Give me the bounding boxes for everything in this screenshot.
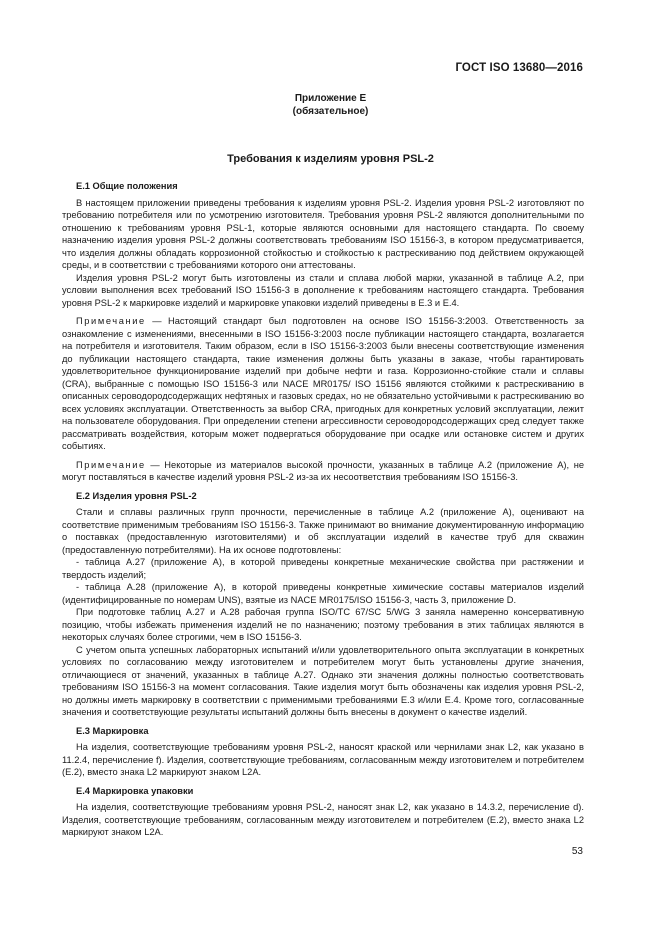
page-number: 53 (571, 846, 583, 857)
section-e1-note-1 (62, 315, 584, 453)
section-e2-paragraph-1: Стали и сплавы различных групп прочности, перечисленные в таблице А.2 (приложение А), оценивают на соответствие применимым требованиям ISO 15156-3. Также принимают во внимание документированную информацию о поставках (предоставленную изготовителями) и об эксплуатации изделий в качестве труб для скважин (предоставленную потребителями). На их основе подготовлены: (62, 507, 584, 555)
section-e1-heading: Е.1 Общие положения (76, 181, 178, 191)
document-body (62, 180, 584, 839)
annex-heading (0, 92, 661, 118)
section-e3-paragraph-1: На изделия, соответствующие требованиям уровня PSL-2, наносят краской или чернилами знак L2, как указано в 11.2.4, перечисление f). Изделия, соответствующие требованиям, согласованным между изготовителем и потребителем (Е.2), вместо знака L2 маркируют знаком L2A. (62, 742, 584, 777)
annex-title: Приложение Е (294, 93, 367, 104)
standard-code: ГОСТ ISO 13680—2016 (455, 62, 583, 74)
section-e2-paragraph-3: С учетом опыта успешных лабораторных испытаний и/или удовлетворительного опыта эксплуатации в конкретных условиях по согласованию между изготовителем и потребителем могут быть установлены другие значения, отличающиеся от значений, указанных в таблице А.27. Однако эти значения должны полностью соответствовать требованиям ISO 15156-3 на момент согласования. Такие изделия могут быть обозначены как изделия уровня PSL-2, но должны иметь маркировку в соответствии с применимыми требованиями Е.3 и/или Е.4. Кроме того, согласованные значения и соответствующие результаты испытаний должны быть внесены в документ о качестве изделий. (62, 644, 584, 717)
section-e1-paragraph-2: Изделия уровня PSL-2 могут быть изготовлены из стали и сплава любой марки, указанной в таблице А.2, при условии выполнения всех требований ISO 15156-3 в дополнение к требованиям настоящего стандарта. Требования уровня PSL-2 к маркировке изделий и маркировке упаковки изделий приведены в Е.3 и Е.4. (62, 272, 584, 308)
section-e2-list-item-2: - таблица А.28 (приложение А), в которой приведены конкретные химические составы материалов изделий (идентифицированные по номерам UNS), взятые из NACE MR0175/ISO 15156-3, часть 3, приложение D. (62, 582, 584, 605)
note-label: Примечание (76, 316, 146, 326)
annex-status: (обязательное) (292, 106, 369, 117)
section-e2-heading: Е.2 Изделия уровня PSL-2 (76, 490, 197, 501)
section-e1-paragraph-1: В настоящем приложении приведены требования к изделиям уровня PSL-2. Изделия уровня PSL-2 изготовляют по требованию потребителя или по усмотрению изготовителя. Требования уровня PSL-2 являются дополнительными по отношению к требованиям уровня PSL-1, которые являются основными для настоящего стандарта. По своему назначению изделия уровня PSL-2 должны соответствовать требованиям ISO 15156-3, в котором предусматривается, что изделия должны обладать коррозионной стойкостью и стойкостью к растрескиванию под действием окружающей среды, и в соответствии с требованиями которого они аттестованы. (62, 197, 584, 270)
section-e4-heading: Е.4 Маркировка упаковки (76, 785, 194, 796)
document-title: Требования к изделиям уровня PSL-2 (227, 153, 434, 165)
note-text: — Некоторые из материалов высокой прочности, указанных в таблице А.2 (приложение А), не могут поставляться в качестве изделий уровня PSL-2 из-за их несоответствия требованиям ISO 15156-3. (62, 459, 584, 482)
section-e4-paragraph-1: На изделия, соответствующие требованиям уровня PSL-2, наносят знак L2, как указано в 14.3.2, перечисление d). Изделия, соответствующие требованиям, согласованным между изготовителем и потребителем (Е.2), вместо знака L2 маркируют знаком L2А. (62, 802, 584, 837)
section-e2-paragraph-2: При подготовке таблиц А.27 и А.28 рабочая группа ISO/TC 67/SC 5/WG 3 заняла намеренно консервативную позицию, чтобы избежать применения изделий не по назначению; поэтому требования в этих таблицах являются в некоторых случаях более строгими, чем в ISO 15156-3. (62, 607, 584, 642)
note-text: — Настоящий стандарт был подготовлен на основе ISO 15156-3:2003. Ответственность за ознакомление с изменениями, внесенными в ISO 15156-3:2003 после публикации настоящего стандарта, возлагается на потребителя и изготовителя. Таким образом, если в ISO 15156-3:2003 были внесены соответствующие изменения до публикации настоящего стандарта, такие изменения должны быть указаны в заказе, чтобы гарантировать удовлетворительное функционирование изделий при добыче нефти и газа. Коррозионно-стойкие стали и сплавы (CRA), выбранные с помощью ISO 15156-3 или NACE MR0175/ ISO 15156 являются стойкими к растрескиванию в описанных сероводородсодержащих нефтяных и газовых средах, но не обязательно устойчивыми к растрескиванию во всех условиях эксплуатации. Ответственность за выбор CRA, пригодных для конкретных условий эксплуатации, лежит на пользователе оборудования. При определении степени агрессивности сероводородсодержащих сред следует также рассматривать воздействия, которым может подвергаться оборудование при осадке или остановке систем и других событиях. (62, 316, 584, 451)
section-e3-heading: Е.3 Маркировка (76, 725, 149, 736)
section-e1-note-2 (62, 459, 584, 484)
note-label: Примечание (76, 459, 146, 470)
section-e2-list-item-1: - таблица А.27 (приложение А), в которой приведены конкретные механические свойства при растяжении и твердость изделий; (62, 557, 584, 580)
